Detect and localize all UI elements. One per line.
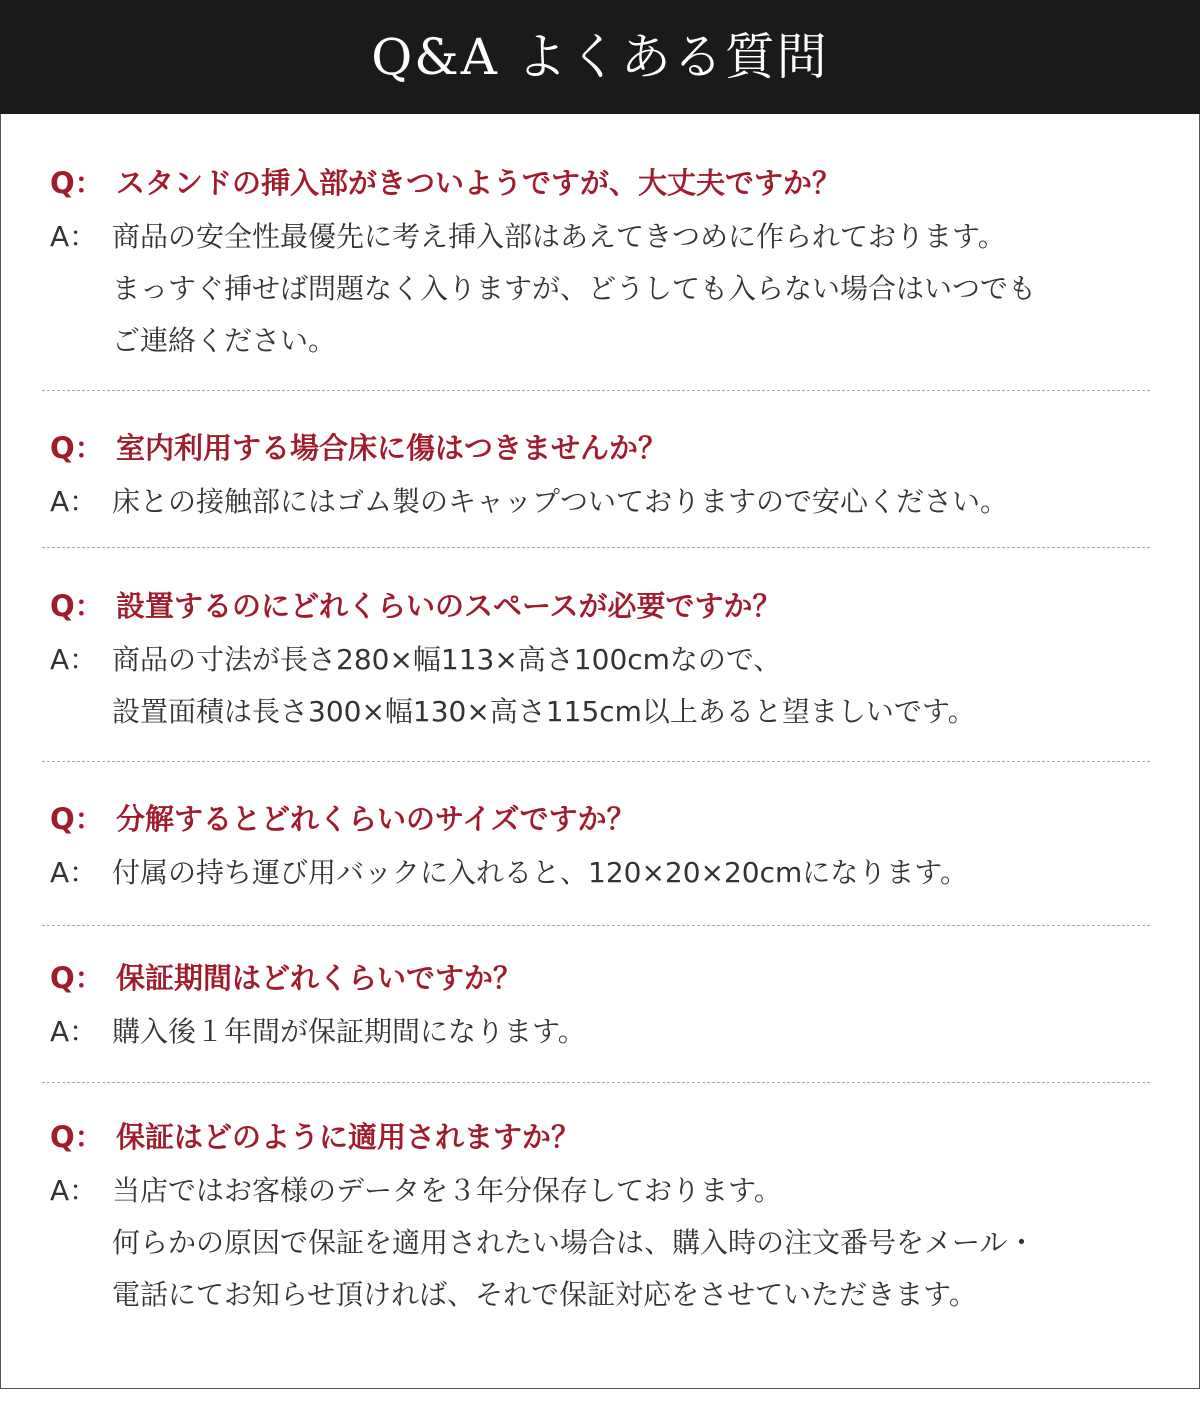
answer-text: 設置面積は長さ300×幅130×高さ115cm以上あると望ましいです。: [112, 695, 976, 728]
question-prefix: Q：: [50, 1120, 104, 1154]
answer-text: 付属の持ち運び用バックに入れると、120×20×20cmになります。: [112, 856, 969, 889]
answer: [50, 634, 1190, 686]
answer-text: 購入後１年間が保証期間になります。: [112, 1015, 586, 1048]
answer-continuation: [50, 315, 1190, 367]
answer-text: 当店ではお客様のデータを３年分保存しております。: [112, 1174, 782, 1207]
question-prefix: Q：: [50, 166, 104, 200]
question: [50, 799, 1190, 839]
question-prefix: Q：: [50, 431, 104, 465]
faq-item: [50, 428, 1190, 528]
question-prefix: Q：: [50, 961, 104, 995]
divider: [42, 1082, 1150, 1083]
answer: [50, 1165, 1190, 1217]
question: [50, 163, 1190, 203]
answer: [50, 476, 1190, 528]
answer-continuation: [50, 1217, 1190, 1269]
answer-continuation: [50, 1269, 1190, 1321]
answer-text: 床との接触部にはゴム製のキャップついておりますので安心ください。: [112, 485, 1009, 518]
answer-text: 何らかの原因で保証を適用されたい場合は、購入時の注文番号をメール・: [112, 1226, 1036, 1259]
answer-prefix: A：: [50, 1174, 98, 1207]
answer-text: 電話にてお知らせ頂ければ、それで保証対応をさせていただきます。: [112, 1278, 977, 1311]
answer-text: 商品の安全性最優先に考え挿入部はあえてきつめに作られております。: [112, 220, 1006, 253]
question: [50, 428, 1190, 468]
question-prefix: Q：: [50, 589, 104, 623]
question: [50, 1117, 1190, 1157]
faq-item: [50, 1117, 1190, 1321]
answer-continuation: [50, 686, 1190, 738]
faq-item: [50, 163, 1190, 367]
answer-text: まっすぐ挿せば問題なく入りますが、どうしても入らない場合はいつでも: [112, 272, 1037, 305]
question-text: 保証期間はどれくらいですか？: [116, 961, 523, 995]
question-text: 保証はどのように適用されますか？: [116, 1120, 581, 1154]
answer-prefix: A：: [50, 856, 98, 889]
answer: [50, 847, 1190, 899]
faq-item: [50, 586, 1190, 738]
answer-text: 商品の寸法が長さ280×幅113×高さ100cmなので、: [112, 643, 782, 676]
divider: [42, 390, 1150, 391]
answer-continuation: [50, 263, 1190, 315]
page-header: [0, 0, 1200, 114]
divider: [42, 925, 1150, 926]
divider: [42, 761, 1150, 762]
answer: [50, 211, 1190, 263]
question-text: 室内利用する場合床に傷はつきませんか？: [116, 431, 668, 465]
answer-prefix: A：: [50, 220, 98, 253]
question-text: 分解するとどれくらいのサイズですか？: [116, 802, 636, 836]
question: [50, 958, 1190, 998]
divider: [42, 547, 1150, 548]
faq-item: [50, 958, 1190, 1058]
question: [50, 586, 1190, 626]
question-text: スタンドの挿入部がきついようですが、大丈夫ですか？: [116, 166, 842, 200]
answer-prefix: A：: [50, 643, 98, 676]
page-title: Q&A よくある質問: [371, 28, 829, 86]
answer: [50, 1006, 1190, 1058]
answer-text: ご連絡ください。: [112, 324, 337, 357]
answer-prefix: A：: [50, 1015, 98, 1048]
question-text: 設置するのにどれくらいのスペースが必要ですか？: [116, 589, 782, 623]
faq-item: [50, 799, 1190, 899]
question-prefix: Q：: [50, 802, 104, 836]
answer-prefix: A：: [50, 485, 98, 518]
